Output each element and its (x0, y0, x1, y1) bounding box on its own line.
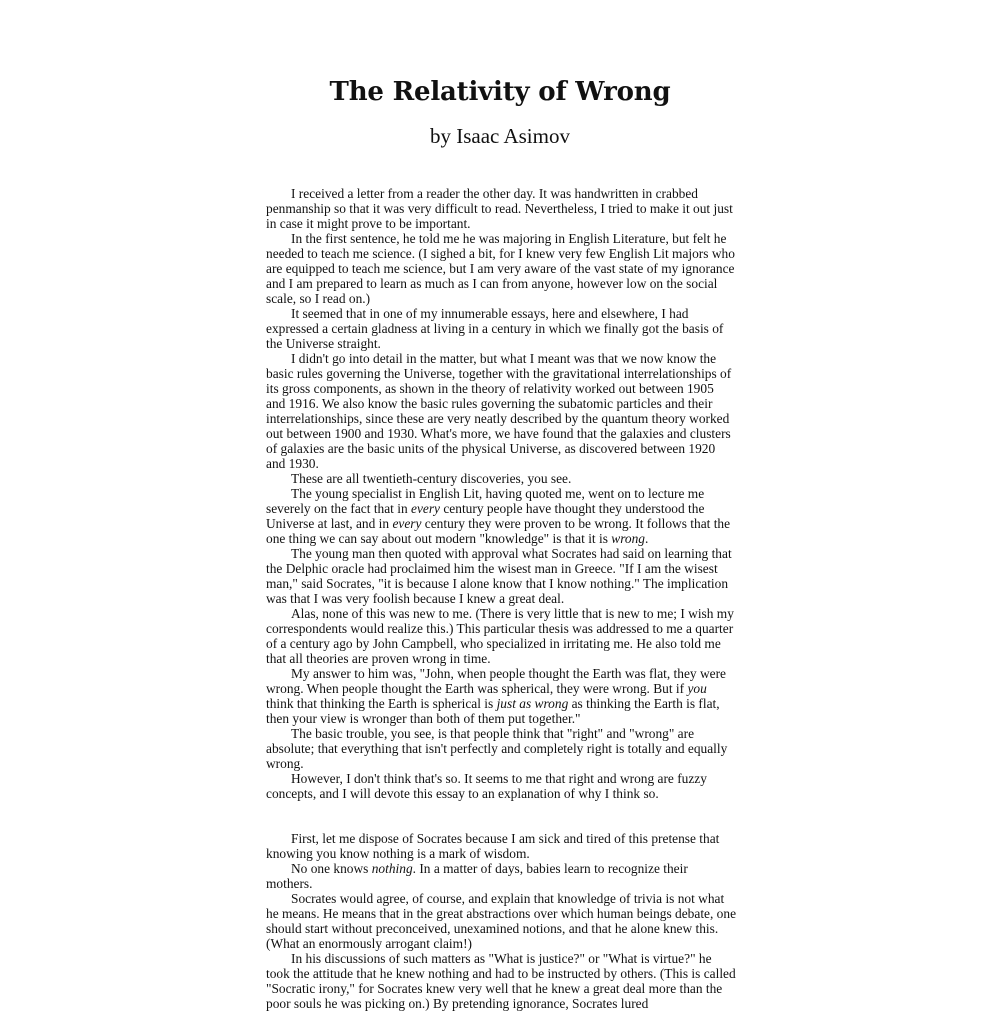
paragraph-text: The basic trouble, you see, is that people think that "right" and "wrong" are absolute; that everything that isn't perfectly and completely right is totally and equally wrong. (266, 726, 728, 771)
emphasis-text: nothing (371, 861, 413, 876)
paragraph (266, 351, 736, 471)
paragraph-text: The young man then quoted with approval what Socrates had said on learning that the Delphic oracle had proclaimed him the wisest man in Greece. "If I am the wisest man," said Socrates, "it is because I alone know that I know nothing." The implication was that I was very foolish because I knew a great deal. (266, 546, 732, 606)
paragraph-text: In the first sentence, he told me he was majoring in English Literature, but felt he needed to teach me science. (I sighed a bit, for I knew very few English Lit majors who are equipped to teach me science, but I am very aware of the vast state of my ignorance and I am prepared to learn as much as I can from anyone, however low on the social scale, so I read on.) (266, 231, 735, 306)
paragraph (266, 231, 736, 306)
paragraph-text: I didn't go into detail in the matter, but what I meant was that we now know the basic rules governing the Universe, together with the gravitational interrelationships of its gross components, as shown in the theory of relativity worked out between 1905 and 1916. We also know the basic rules governing the subatomic particles and their interrelationships, since these are very neatly described by the quantum theory worked out between 1900 and 1930. What's more, we have found that the galaxies and clusters of galaxies are the basic units of the physical Universe, as discovered between 1920 and 1930. (266, 351, 732, 471)
paragraph-text: Socrates would agree, of course, and explain that knowledge of trivia is not what he means. He means that in the great abstractions over which human beings debate, one should start without preconceived, unexamined notions, and that he alone knew this. (What an enormously arrogant claim!) (266, 891, 737, 951)
paragraph-text: These are all twentieth-century discoveries, you see. (291, 471, 572, 486)
paragraph-text: My answer to him was, "John, when people thought the Earth was flat, they were wrong. When people thought the Earth was spherical, they were wrong. But if (266, 666, 726, 696)
emphasis-text: every (411, 501, 441, 516)
emphasis-text: wrong (611, 531, 645, 546)
paragraph-text: First, let me dispose of Socrates because I am sick and tired of this pretense that knowing you know nothing is a mark of wisdom. (266, 831, 720, 861)
paragraph-text: Alas, none of this was new to me. (There is very little that is new to me; I wish my correspondents would realize this.) This particular thesis was addressed to me a quarter of a century ago by John Campbell, who specialized in irritating me. He also told me that all theories are proven wrong in time. (266, 606, 734, 666)
paragraph (266, 606, 736, 666)
paragraph-text: I received a letter from a reader the other day. It was handwritten in crabbed penmanship so that it was very difficult to read. Nevertheless, I tried to make it out just in case it might prove to be important. (266, 186, 733, 231)
paragraph-text: century people have thought they understood the Universe at last, and in (266, 501, 705, 531)
paragraph-text: The young specialist in English Lit, having quoted me, went on to lecture me severely on the fact that in (266, 486, 705, 516)
emphasis-text: every (392, 516, 422, 531)
emphasis-text: just as wrong (496, 696, 569, 711)
paragraph (266, 306, 736, 351)
paragraph (266, 951, 736, 1011)
article-body (266, 186, 736, 1011)
paragraph (266, 486, 736, 546)
paragraph (266, 471, 736, 486)
paragraph (266, 891, 736, 951)
paragraph (266, 186, 736, 231)
paragraph-text: as thinking the Earth is flat, then your view is wronger than both of them put together." (266, 696, 720, 726)
paragraph-text: However, I don't think that's so. It seems to me that right and wrong are fuzzy concepts, and I will devote this essay to an explanation of why I think so. (266, 771, 707, 801)
paragraph-text: In his discussions of such matters as "What is justice?" or "What is virtue?" he took the attitude that he knew nothing and had to be instructed by others. (This is called "Socratic irony," for Socrates knew very well that he knew a great deal more than the poor souls he was picking on.) By pretending ignorance, Socrates lured (266, 951, 736, 1011)
article-title: The Relativity of Wrong (329, 77, 671, 107)
paragraph (266, 666, 736, 726)
paragraph-text: . In a matter of days, babies learn to recognize their mothers. (266, 861, 688, 891)
paragraph-text: No one knows (291, 861, 372, 876)
paragraph (266, 771, 736, 801)
section-break (266, 801, 736, 831)
paragraph (266, 546, 736, 606)
paragraph (266, 726, 736, 771)
paragraph (266, 861, 736, 891)
paragraph-text: It seemed that in one of my innumerable essays, here and elsewhere, I had expressed a certain gladness at living in a century in which we finally got the basis of the Universe straight. (266, 306, 724, 351)
paragraph (266, 831, 736, 861)
paragraph-text: . (645, 531, 649, 546)
paragraph-text: think that thinking the Earth is spherical is (266, 696, 497, 711)
article-byline: by Isaac Asimov (430, 124, 570, 148)
emphasis-text: you (687, 681, 707, 696)
paragraph-text: century they were proven to be wrong. It follows that the one thing we can say about out modern "knowledge" is that it is (266, 516, 731, 546)
